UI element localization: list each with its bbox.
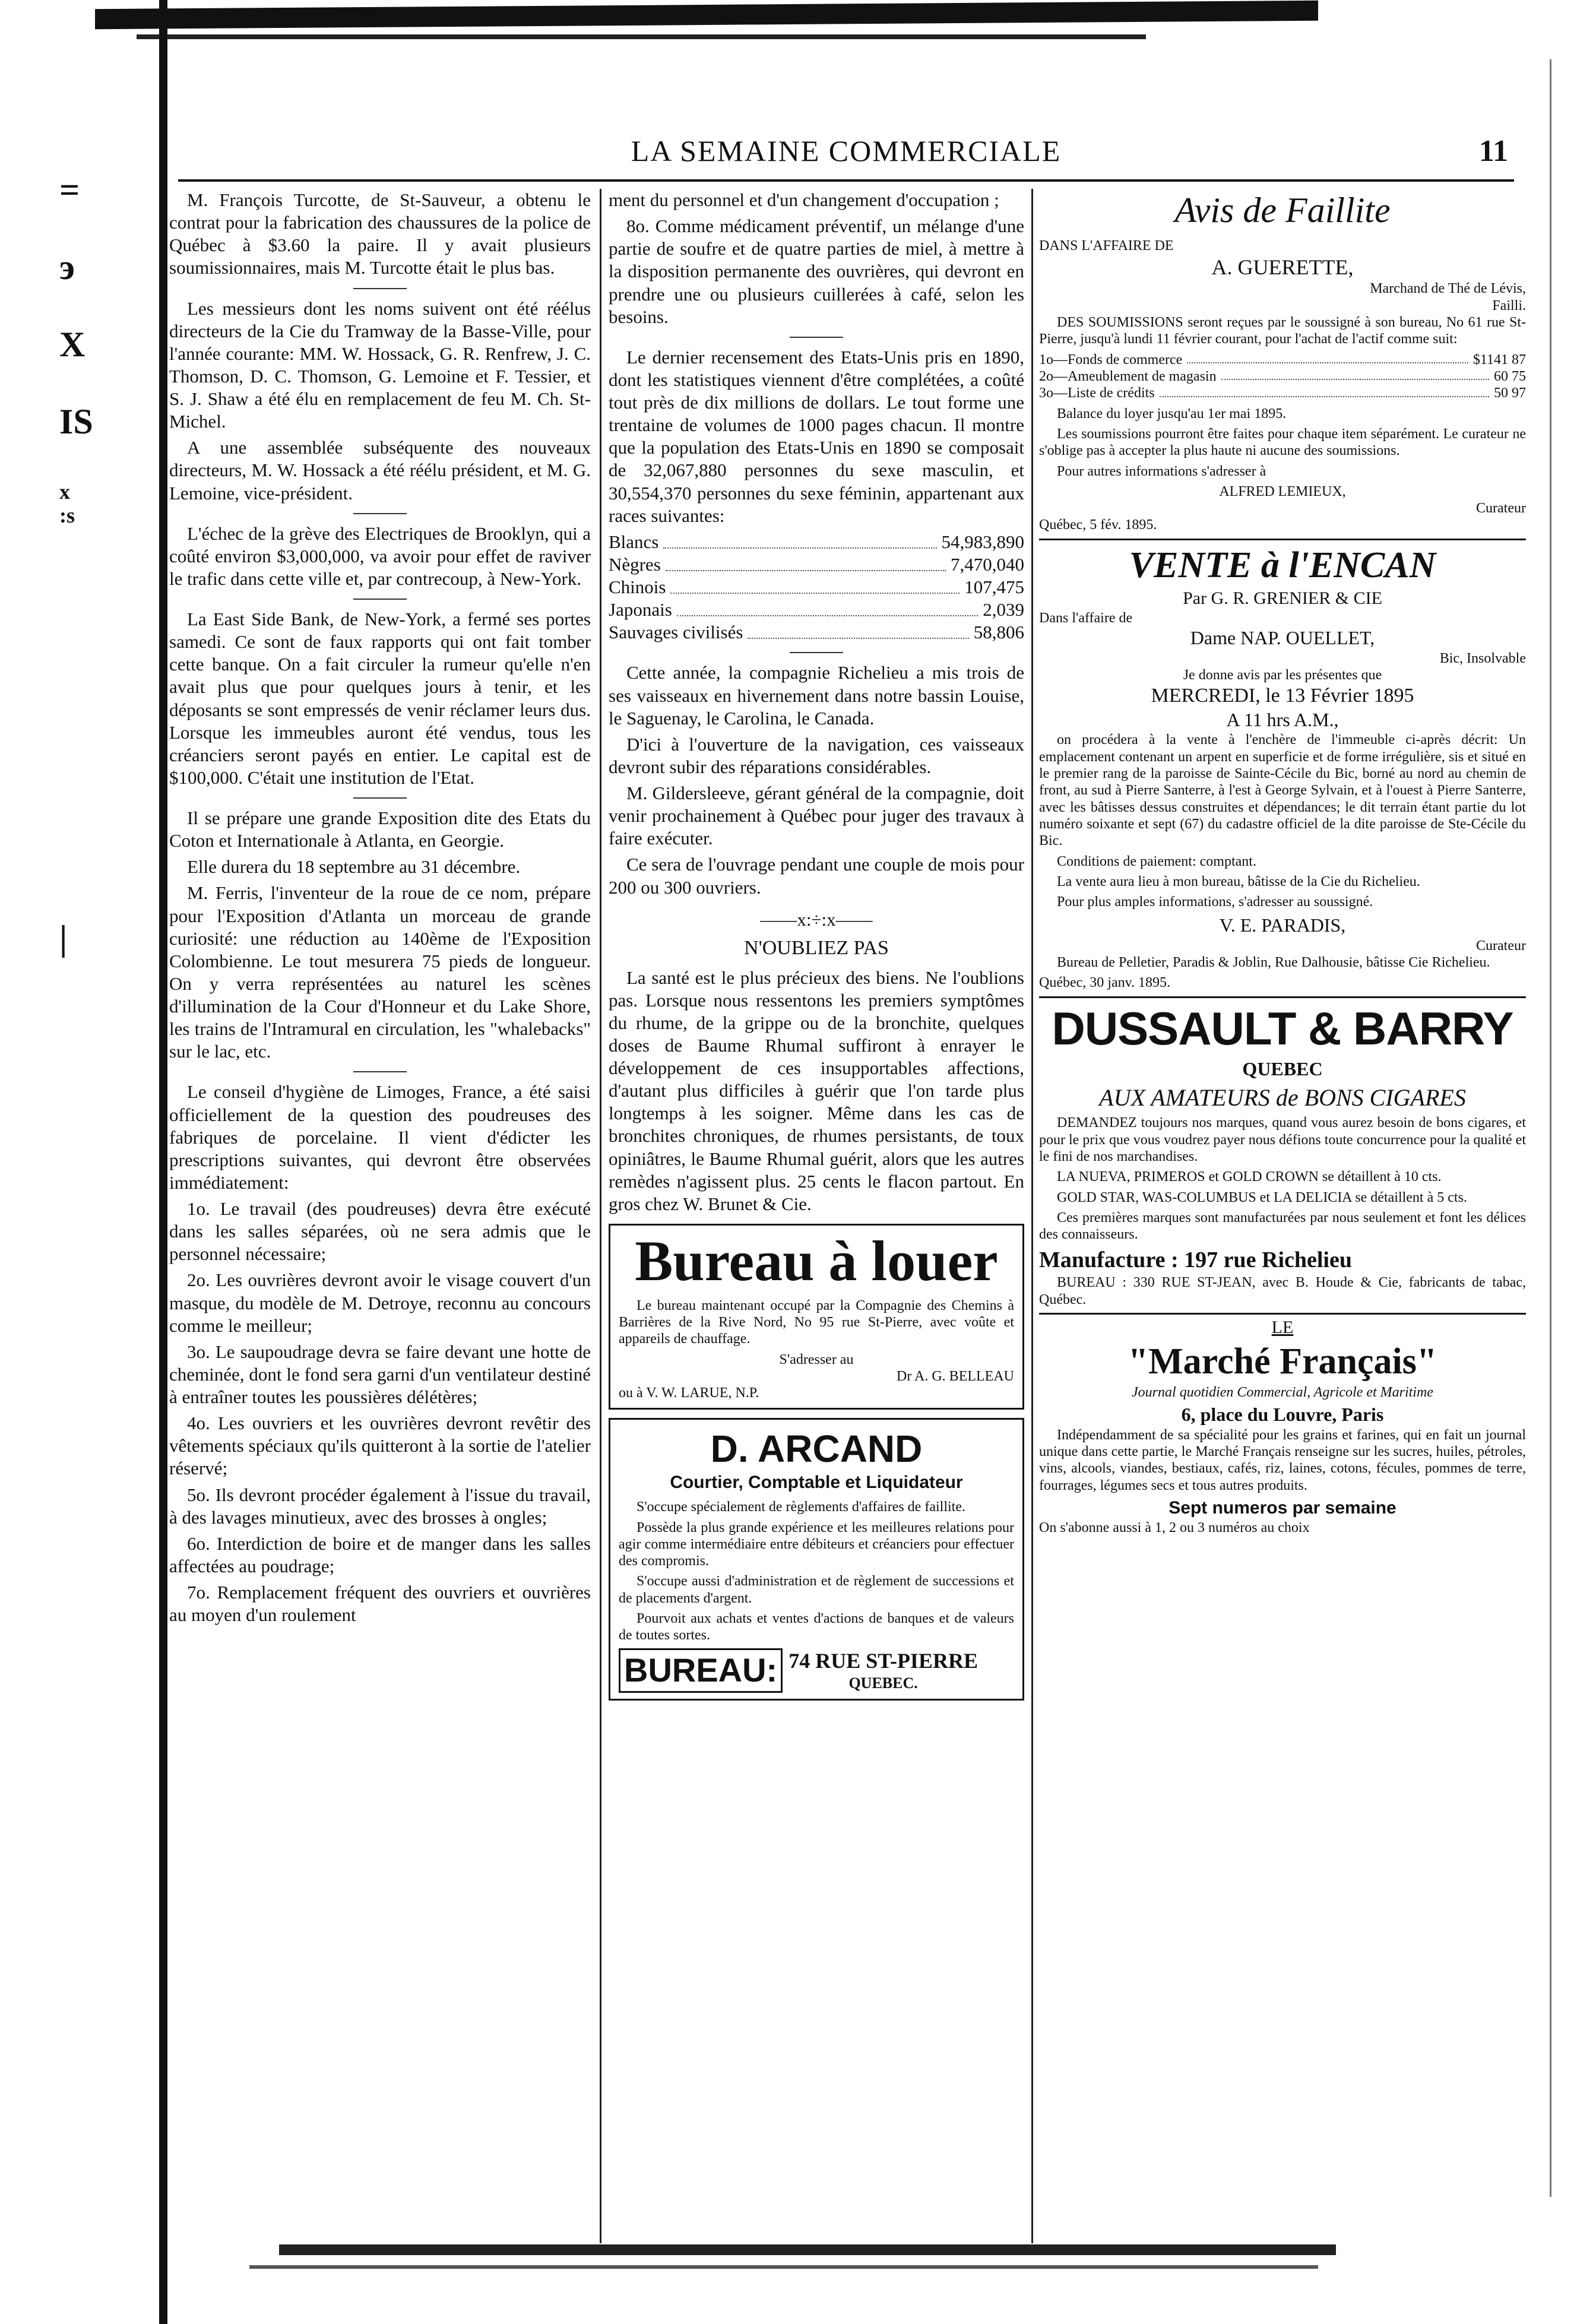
- article-paragraph: La santé est le plus précieux des biens. Ne l'oublions pas. Lorsque nous ressentons les premiers symptômes du rhume, de la grippe ou de la bronchite, quelques doses de Baume Rhumal suffiront à enrayer le développement de ces insupportables affections, d'autant plus difficiles à guérir que l'on tarde plus longtemps à les soigner. Même dans les cas de bronchites chroniques, de rhumes persistants, de toux opiniâtres, le Baume Rhumal guérit, alors que les autres remèdes n'agissent plus. 25 cents le flacon partout. En gros chez W. Brunet & Cie.: [609, 967, 1024, 1214]
- table-label: Blancs: [609, 531, 659, 552]
- table-row: [609, 621, 1024, 644]
- column-rule: [1031, 189, 1033, 2243]
- table-label: Chinois: [609, 577, 666, 597]
- notice-text: DANS L'AFFAIRE DE: [1039, 238, 1174, 254]
- notice-name: A. GUERETTE,: [1211, 255, 1354, 280]
- margin-char: э: [59, 248, 75, 287]
- ad-text: LA NUEVA, PRIMEROS et GOLD CROWN se détaillent à 10 cts.: [1057, 1169, 1442, 1185]
- notice-text: Marchand de Thé de Lévis,: [1370, 281, 1526, 297]
- ad-text: ou à V. W. LARUE, N.P.: [619, 1385, 759, 1401]
- column-2: [609, 189, 1024, 1701]
- left-margin-bleed: [59, 172, 125, 998]
- table-value: 7,470,040: [951, 553, 1024, 575]
- item-label: 3o—Liste de crédits: [1039, 385, 1155, 401]
- margin-char: |: [59, 919, 68, 958]
- article-paragraph: 1o. Le travail (des poudreuses) devra être exécuté dans les salles séparées, où ne sera admis que le personnel nécessaire;: [169, 1198, 591, 1265]
- list-item: [1039, 352, 1526, 368]
- ad-city: QUEBEC: [1242, 1057, 1323, 1079]
- bottom-edge-rule: [249, 2265, 1318, 2269]
- article-paragraph: Cette année, la compagnie Richelieu a mis trois de ses vaisseaux en hivernement dans notre bassin Louise, le Saguenay, le Carolina, le Canada.: [609, 662, 1024, 729]
- ad-text: DEMANDEZ toujours nos marques, quand vous aurez besoin de bons cigares, et pour le prix que vous voudrez payer nous défions toute concurrence pour la qualité et le fini de nos marchandises.: [1039, 1115, 1526, 1164]
- article-paragraph: D'ici à l'ouverture de la navigation, ces vaisseaux devront subir des réparations considérables.: [609, 733, 1024, 777]
- separator: [353, 797, 407, 799]
- ad-marche-francais: [1039, 1313, 1526, 1536]
- notice-items: [1039, 352, 1526, 402]
- article-paragraph: La East Side Bank, de New-York, a fermé ses portes samedi. Ce sont de faux rapports qui ont fait tomber cette banque. On a fait circuler la rumeur qu'elle n'en avait plus que pour quelques jours à tenir, et les déposants se sont empressés de venir réclamer leurs dus. Lorsque les immeubles auront été vendus, tous les créanciers seront payés en entier. Le capital est de $100,000. C'était une institution de l'Etat.: [169, 609, 591, 788]
- article-paragraph: Le conseil d'hygiène de Limoges, France, a été saisi officiellement de la question des poudreuses des fabriques de porcelaine. Il vient d'édicter les prescriptions suivantes, qui devront être observées immédiatement:: [169, 1081, 591, 1193]
- margin-char: =: [59, 170, 80, 210]
- table-row: [609, 576, 1024, 599]
- separator: [353, 513, 407, 514]
- article-paragraph: Les messieurs dont les noms suivent ont été réélus directeurs de la Cie du Tramway de la Basse-Ville, pour l'année courante: MM. W. Hossack, G. R. Renfrew, J. C. Thomson, D. C. Thomson, G. Lemoine et F. Tessier, et S. J. Shaw a été élu en remplacement de feu M. Ch. St-Michel.: [169, 297, 591, 432]
- ad-text: BUREAU : 330 RUE ST-JEAN, avec B. Houde & Cie, fabricants de tabac, Québec.: [1039, 1275, 1526, 1307]
- notice-text: DES SOUMISSIONS seront reçues par le soussigné à son bureau, No 61 rue St-Pierre, jusqu'à lundi 11 février courant, pour l'achat de l'actif comme suit:: [1039, 315, 1526, 347]
- ad-subtitle: Journal quotidien Commercial, Agricole et Maritime: [1132, 1384, 1433, 1400]
- page-number: 11: [1478, 134, 1508, 168]
- page-title: LA SEMAINE COMMERCIALE: [631, 134, 1062, 167]
- header-rule: [178, 179, 1514, 182]
- ad-text: Sept numeros par semaine: [1168, 1497, 1396, 1518]
- notice-text: Les soumissions pourront être faites pour chaque item séparément. Le curateur ne s'oblige pas à accepter la plus haute ni aucune des soumissions.: [1039, 426, 1526, 459]
- separator: [353, 288, 407, 289]
- article-paragraph: M. François Turcotte, de St-Sauveur, a obtenu le contrat pour la fabrication des chaussures de la police de Québec à $3.60 la paire. Il y avait plusieurs soumissionnaires, mais M. Turcotte était le plus bas.: [169, 189, 591, 278]
- notice-text: Je donne avis par les présentes que: [1183, 667, 1382, 683]
- notice-text: Failli.: [1492, 297, 1526, 314]
- ad-text: Le bureau maintenant occupé par la Compagnie des Chemins à Barrières de la Rive Nord, No 95 rue St-Pierre, avec voûte et appareils de chauffage.: [619, 1297, 1014, 1347]
- notice-name: Dame NAP. OUELLET,: [1190, 627, 1375, 649]
- margin-char: :s: [59, 504, 75, 527]
- table-label: Japonais: [609, 599, 672, 620]
- margin-char: x: [59, 480, 70, 504]
- ad-text: Pourvoit aux achats et ventes d'actions de banques et de valeurs de toutes sortes.: [619, 1611, 1014, 1644]
- article-paragraph: Ce sera de l'ouvrage pendant une couple de mois pour 200 ou 300 ouvriers.: [609, 854, 1024, 898]
- article-paragraph: 7o. Remplacement fréquent des ouvriers et ouvrières au moyen d'un roulement: [169, 1582, 591, 1626]
- notice-vente: [1039, 539, 1526, 992]
- table-value: 58,806: [973, 622, 1024, 643]
- notice-time: A 11 hrs A.M.,: [1226, 709, 1339, 730]
- notice-title: VENTE à l'ENCAN: [1129, 544, 1436, 585]
- table-row: [609, 553, 1024, 576]
- item-label: 1o—Fonds de commerce: [1039, 352, 1183, 368]
- ad-bureau-a-louer: [609, 1224, 1024, 1410]
- ad-title: D. ARCAND: [710, 1427, 923, 1470]
- ad-subtitle: AUX AMATEURS de BONS CIGARES: [1099, 1084, 1466, 1112]
- ad-text: On s'abonne aussi à 1, 2 ou 3 numéros au choix: [1039, 1519, 1310, 1535]
- separator: [353, 1071, 407, 1072]
- column-1: [169, 189, 591, 1630]
- article-paragraph: Elle durera du 18 septembre au 31 décembre.: [187, 856, 521, 878]
- notice-text: Pour plus amples informations, s'adresser au soussigné.: [1057, 894, 1373, 910]
- ad-address: 6, place du Louvre, Paris: [1181, 1404, 1384, 1426]
- notice-date: MERCREDI, le 13 Février 1895: [1151, 685, 1414, 707]
- table-label: Nègres: [609, 553, 661, 575]
- ad-city: QUEBEC.: [848, 1674, 918, 1692]
- list-item: [1039, 385, 1526, 401]
- article-paragraph: 5o. Ils devront procéder également à l'issue du travail, à des lavages minutieux, avec des brosses à ongles;: [169, 1484, 591, 1528]
- article-paragraph: 4o. Les ouvriers et les ouvrières devront revêtir des vêtements spéciaux qu'ils quitteront à la sortie de l'atelier réservé;: [169, 1413, 591, 1479]
- ad-title: Bureau à louer: [635, 1229, 998, 1293]
- table-label: Sauvages civilisés: [609, 622, 743, 643]
- ad-text: Dr A. G. BELLEAU: [897, 1368, 1014, 1384]
- article-paragraph: A une assemblée subséquente des nouveaux directeurs, M. W. Hossack a été réélu président, et M. G. Lemoine, vice-président.: [169, 437, 591, 504]
- table-row: [609, 531, 1024, 553]
- ornament: ——x:÷:x——: [760, 908, 873, 930]
- ad-arcand: [609, 1418, 1024, 1701]
- notice-text: Curateur: [1476, 501, 1526, 517]
- ad-text: S'occupe spécialement de règlements d'affaires de faillite.: [636, 1499, 965, 1515]
- notice-date: Québec, 30 janv. 1895.: [1039, 975, 1171, 991]
- notice-text: Conditions de paiement: comptant.: [1057, 853, 1256, 869]
- article-paragraph: 3o. Le saupoudrage devra se faire devant une hotte de cheminée, dont le fond sera garni d'un ventilateur destiné à entraîner toutes les poussières délétères;: [169, 1341, 591, 1407]
- column-rule: [600, 189, 601, 2243]
- separator: [353, 599, 407, 600]
- ad-text: S'adresser au: [779, 1351, 854, 1367]
- top-edge-rule: [137, 34, 1146, 39]
- article-paragraph: 8o. Comme médicament préventif, un mélange d'une partie de soufre et de quatre parties de miel, à mettre à la disposition permanente des ouvrières, qui devront en prendre une ou plusieurs cuillerées à café, selon les besoins.: [609, 216, 1024, 327]
- ad-text: Ces premières marques sont manufacturées par nous seulement et font les délices des connaisseurs.: [1039, 1210, 1526, 1243]
- separator: [790, 652, 843, 653]
- notice-text: Balance du loyer jusqu'au 1er mai 1895.: [1057, 406, 1287, 422]
- right-edge-rule: [1550, 59, 1551, 2197]
- article-paragraph: Il se prépare une grande Exposition dite des Etats du Coton et Internationale à Atlanta, en Georgie.: [169, 808, 591, 851]
- population-table: [609, 531, 1024, 644]
- margin-char: IS: [59, 402, 93, 441]
- column-3: [1039, 189, 1526, 1536]
- article-paragraph: L'échec de la grève des Electriques de Brooklyn, qui a coûté environ $3,000,000, va avoir pour effet de raviver le trafic dans cette ville et, par contrecoup, à New-York.: [169, 523, 591, 589]
- article-paragraph: Le dernier recensement des Etats-Unis pris en 1890, dont les statistiques viennent d'être complétées, a coûté tout près de dix millions de dollars. Le tout forme une trentaine de volumes de 1000 pages chacun. Il montre que la population des Etats-Unis en 1890 se composait de 32,067,880 personnes du sexe masculin, et 30,554,370 personnes du sexe féminin, appartenant aux races suivantes:: [609, 346, 1024, 526]
- page-header: [178, 128, 1514, 175]
- ad-title: "Marché Français": [1128, 1341, 1437, 1382]
- separator: [790, 337, 843, 338]
- notice-text: Bic, Insolvable: [1439, 650, 1526, 666]
- ad-dussault-barry: [1039, 996, 1526, 1308]
- notice-text: Pour autres informations s'adresser à: [1057, 463, 1266, 479]
- notice-text: Bureau de Pelletier, Paradis & Joblin, Rue Dalhousie, bâtisse Cie Richelieu.: [1057, 955, 1490, 971]
- notice-text: La vente aura lieu à mon bureau, bâtisse de la Cie du Richelieu.: [1057, 873, 1420, 889]
- top-edge-bar: [95, 1, 1318, 29]
- article-paragraph: M. Gildersleeve, gérant général de la compagnie, doit venir prochainement à Québec pour juger des travaux à faire exécuter.: [609, 783, 1024, 849]
- article-paragraph: M. Ferris, l'inventeur de la roue de ce nom, prépare pour l'Exposition d'Atlanta un morceau de grande curiosité: une réduction au 140ème de l'Exposition Colombienne. Le tout mesurera 75 pieds de longueur. On y verra représentées au naturel les scènes d'illumination de la Cour d'Honneur et du Lake Shore, les trains de l'Intramural en circulation, les "whalebacks" sur le lac, etc.: [169, 882, 591, 1062]
- notice-text: Dans l'affaire de: [1039, 610, 1133, 626]
- ad-manufacture: Manufacture : 197 rue Richelieu: [1039, 1248, 1352, 1273]
- ad-subtitle: Courtier, Comptable et Liquidateur: [670, 1473, 963, 1493]
- list-item: [1039, 368, 1526, 385]
- table-row: [609, 599, 1024, 621]
- notice-date: Québec, 5 fév. 1895.: [1039, 517, 1157, 533]
- table-value: 2,039: [983, 599, 1024, 620]
- item-value: 60 75: [1494, 368, 1526, 384]
- table-value: 107,475: [964, 577, 1024, 597]
- table-value: 54,983,890: [941, 531, 1024, 552]
- notice-text: on procédera à la vente à l'enchère de l'immeuble ci-après décrit: Un emplacement contenant un arpent en superficie et de forme irrégulière, sis et situé en le premier rang de la paroisse de Sainte-Cécile du Bic, borné au nord au chemin de front, au sud à Pierre Santerre, à l'est à George Sylvain, et à l'ouest à Pierre Santerre, avec les bâtisses dessus construites et dépendances; le dit terrain étant partie du lot numéro soixante et sept (67) du cadastre officiel de la dite paroisse de Ste-Cécile du Bic.: [1039, 732, 1526, 849]
- notice-curator: ALFRED LEMIEUX,: [1219, 483, 1346, 499]
- notice-text: Par G. R. GRENIER & CIE: [1183, 588, 1382, 608]
- margin-char: X: [59, 325, 86, 364]
- ad-text: Indépendamment de sa spécialité pour les grains et farines, qui en fait un journal unique dans cette partie, le Marché Français renseigne sur les sucres, huiles, pétroles, vins, alcools, viandes, bestiaux, cafés, riz, laines, cotons, fécules, pommes de terre, fourrages, légumes secs et tous autres produits.: [1039, 1427, 1526, 1493]
- item-value: $1141 87: [1472, 352, 1526, 368]
- notice-title: Avis de Faillite: [1174, 191, 1391, 230]
- article-paragraph: 2o. Les ouvrières devront avoir le visage couvert d'un masque, du modèle de M. Detroye, reconnu au concours comme le meilleur;: [169, 1269, 591, 1336]
- notice-text: Curateur: [1476, 938, 1526, 954]
- ad-text: GOLD STAR, WAS-COLUMBUS et LA DELICIA se détaillent à 5 cts.: [1057, 1189, 1467, 1205]
- item-label: 2o—Ameublement de magasin: [1039, 368, 1217, 384]
- article-paragraph: 6o. Interdiction de boire et de manger dans les salles affectées au poudrage;: [169, 1533, 591, 1576]
- ad-title: DUSSAULT & BARRY: [1052, 1002, 1513, 1055]
- ad-text: LE: [1271, 1317, 1294, 1337]
- notice-signature: V. E. PARADIS,: [1219, 914, 1346, 936]
- ad-text: Possède la plus grande expérience et les meilleures relations pour agir comme intermédiaire entre débiteurs et créanciers pour effectuer des compromis.: [619, 1519, 1014, 1569]
- article-paragraph: ment du personnel et d'un changement d'occupation ;: [609, 189, 999, 210]
- section-heading: N'OUBLIEZ PAS: [744, 936, 889, 959]
- bottom-edge-bar: [279, 2244, 1336, 2255]
- left-binding-rule: [159, 0, 167, 2324]
- ad-text: S'occupe aussi d'administration et de règlement de successions et de placements d'argent.: [619, 1573, 1014, 1606]
- ad-address: 74 RUE ST-PIERRE: [788, 1648, 978, 1673]
- ad-bureau-label: BUREAU:: [619, 1648, 783, 1693]
- item-value: 50 97: [1494, 385, 1526, 401]
